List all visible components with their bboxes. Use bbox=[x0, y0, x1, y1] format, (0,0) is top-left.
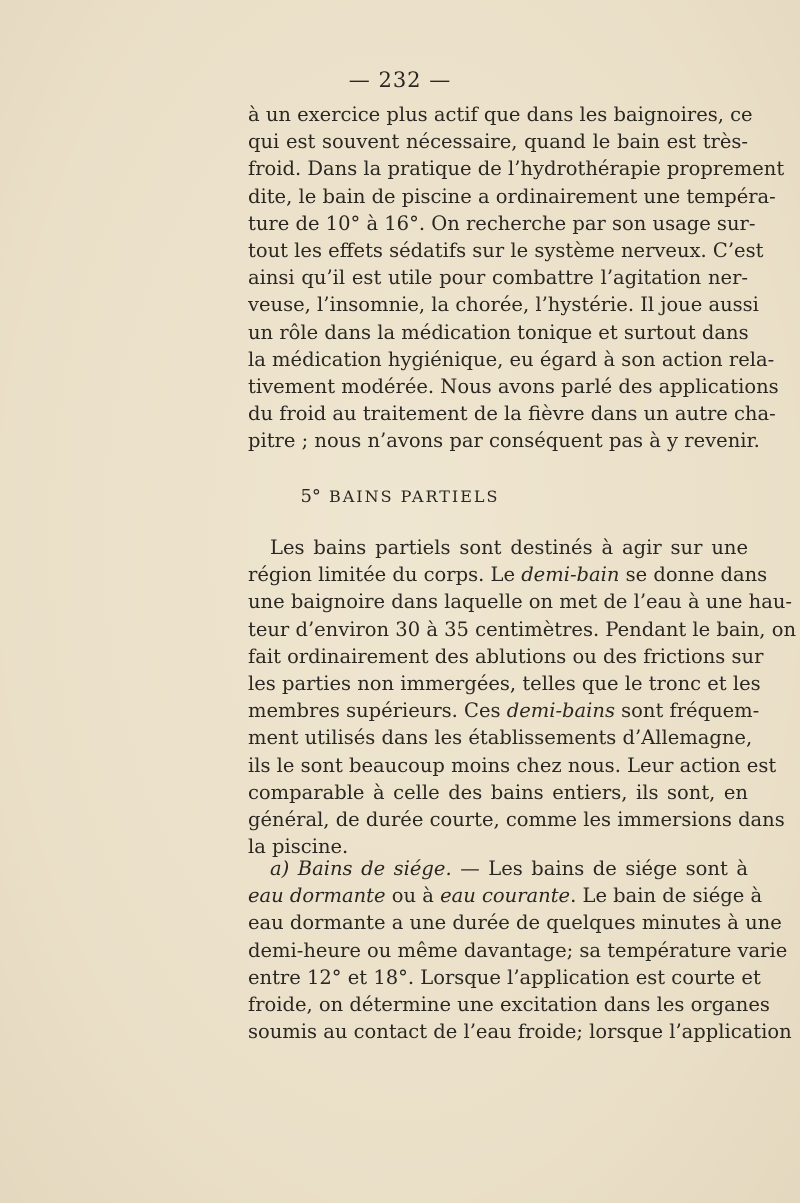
text-line: fait ordinairement des ablutions ou des frictions sur bbox=[248, 644, 764, 668]
section-number: 5° bbox=[300, 486, 321, 507]
text-run: région limitée du corps. Le bbox=[248, 563, 522, 587]
text-line: la médication hygiénique, eu égard à son action rela- bbox=[248, 347, 775, 371]
text-line: froid. Dans la pratique de l’hydrothérapie proprement bbox=[248, 157, 785, 181]
text-line: un rôle dans la médication tonique et surtout dans bbox=[248, 320, 749, 344]
paragraph-bains-de-siege bbox=[248, 855, 792, 1045]
italic-term: eau courante bbox=[440, 884, 571, 908]
section-title: BAINS PARTIELS bbox=[328, 487, 500, 506]
italic-term: demi-bains bbox=[506, 699, 615, 723]
text-line: dite, le bain de piscine a ordinairement une tempéra- bbox=[248, 184, 776, 208]
text-line: soumis au contact de l’eau froide; lorsque l’application bbox=[248, 1020, 792, 1044]
text-run: ou à bbox=[385, 884, 441, 908]
text-run: . Le bain de siége à bbox=[570, 884, 763, 908]
item-label: a) bbox=[270, 857, 290, 880]
text-line: du froid au traitement de la fièvre dans un autre cha- bbox=[248, 402, 776, 426]
section-heading bbox=[0, 486, 800, 507]
text-run: membres supérieurs. Ces bbox=[248, 699, 507, 723]
text-line: ainsi qu’il est utile pour combattre l’agitation ner- bbox=[248, 266, 748, 290]
text-line bbox=[248, 697, 760, 724]
text-line: tivement modérée. Nous avons parlé des applications bbox=[248, 375, 779, 399]
text-run: — Les bains de siége sont à bbox=[451, 857, 748, 880]
text-line: général, de durée courte, comme les immersions dans bbox=[248, 808, 785, 832]
paragraph-bains-partiels bbox=[248, 534, 796, 860]
text-line bbox=[248, 855, 748, 882]
text-line bbox=[248, 561, 768, 588]
text-line: demi-heure ou même davantage; sa température varie bbox=[248, 938, 788, 962]
text-run: sont fréquem- bbox=[614, 699, 760, 723]
text-line: qui est souvent nécessaire, quand le bain est très- bbox=[248, 130, 748, 154]
text-line bbox=[248, 882, 763, 909]
text-line: les parties non immergées, telles que le tronc et les bbox=[248, 672, 761, 696]
text-line: Les bains partiels sont destinés à agir sur une bbox=[270, 536, 748, 559]
text-line: eau dormante a une durée de quelques minutes à une bbox=[248, 911, 782, 935]
page-number: — 232 — bbox=[348, 68, 452, 92]
text-line: froide, on détermine une excitation dans les organes bbox=[248, 993, 770, 1017]
text-line: une baignoire dans laquelle on met de l’eau à une hau- bbox=[248, 590, 792, 614]
text-line: ment utilisés dans les établissements d’Allemagne, bbox=[248, 726, 753, 750]
paragraph-hydrotherapy-piscine bbox=[248, 101, 785, 455]
text-line: à un exercice plus actif que dans les baignoires, ce bbox=[248, 103, 753, 126]
italic-term: Bains de siége. bbox=[289, 857, 452, 880]
text-line: ils le sont beaucoup moins chez nous. Leur action est bbox=[248, 753, 777, 777]
text-line: comparable à celle des bains entiers, ils sont, en bbox=[248, 780, 748, 804]
text-line: ture de 10° à 16°. On recherche par son usage sur- bbox=[248, 211, 756, 235]
text-line: veuse, l’insomnie, la chorée, l’hystérie. Il joue aussi bbox=[248, 293, 759, 317]
text-run: se donne dans bbox=[619, 563, 768, 587]
text-line: entre 12° et 18°. Lorsque l’application est courte et bbox=[248, 965, 761, 989]
italic-term: demi-bain bbox=[521, 563, 620, 587]
italic-term: eau dormante bbox=[248, 884, 386, 908]
text-line: teur d’environ 30 à 35 centimètres. Pendant le bain, on bbox=[248, 617, 796, 641]
text-line: la piscine. bbox=[248, 835, 349, 859]
text-line: tout les effets sédatifs sur le système nerveux. C’est bbox=[248, 239, 764, 263]
text-line: pitre ; nous n’avons par conséquent pas à y revenir. bbox=[248, 429, 760, 453]
